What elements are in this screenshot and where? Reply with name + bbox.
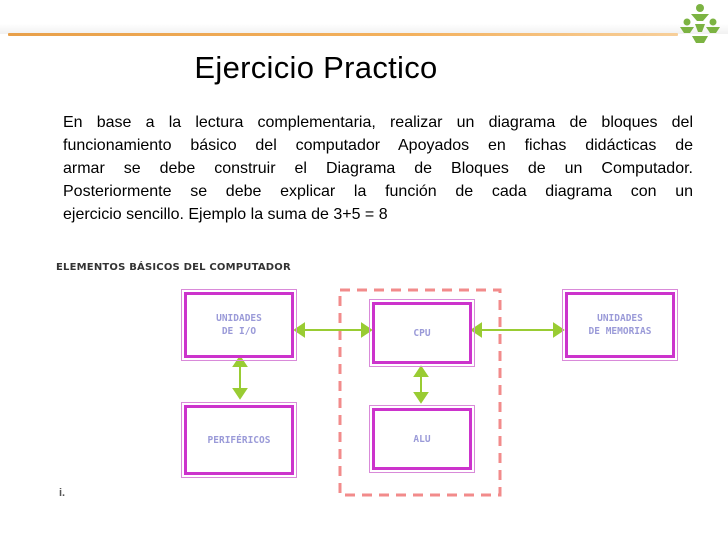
peripherals-box <box>184 405 294 475</box>
paragraph-line: En base a la lectura complementaria, realizar un diagrama de bloques del <box>63 114 693 131</box>
cpu-memory-arrow <box>472 324 563 336</box>
slide-title: Ejercicio Practico <box>194 50 438 85</box>
alu-box <box>372 408 472 470</box>
paragraph-line: ejercicio sencillo. Ejemplo la suma de 3+5 = 8 <box>63 206 388 223</box>
paragraph-line: armar se debe construir el Diagrama de Bloques de un Computador. <box>63 160 693 177</box>
paragraph-line: Posteriormente se debe explicar la función de cada diagrama con un <box>63 183 693 200</box>
io-units-label: UNIDADES DE I/O <box>216 313 262 337</box>
cpu-alu-arrow <box>415 367 427 402</box>
paragraph-line: funcionamiento básico del computador Apoyados en fichas didácticas de <box>63 137 693 154</box>
footer-mark: i. <box>59 487 66 499</box>
cpu-label: CPU <box>413 327 431 339</box>
peripherals-label: PERIFÉRICOS <box>207 434 271 446</box>
cpu-box <box>372 302 472 364</box>
io-units-box <box>184 292 294 358</box>
io-peripherals-arrow <box>234 357 246 398</box>
memory-units-box <box>565 292 675 358</box>
alu-label: ALU <box>413 433 431 445</box>
diagram-heading: ELEMENTOS BÁSICOS DEL COMPUTADOR <box>56 262 291 273</box>
memory-units-label: UNIDADES DE MEMORIAS <box>588 313 652 337</box>
io-cpu-arrow <box>295 324 371 336</box>
